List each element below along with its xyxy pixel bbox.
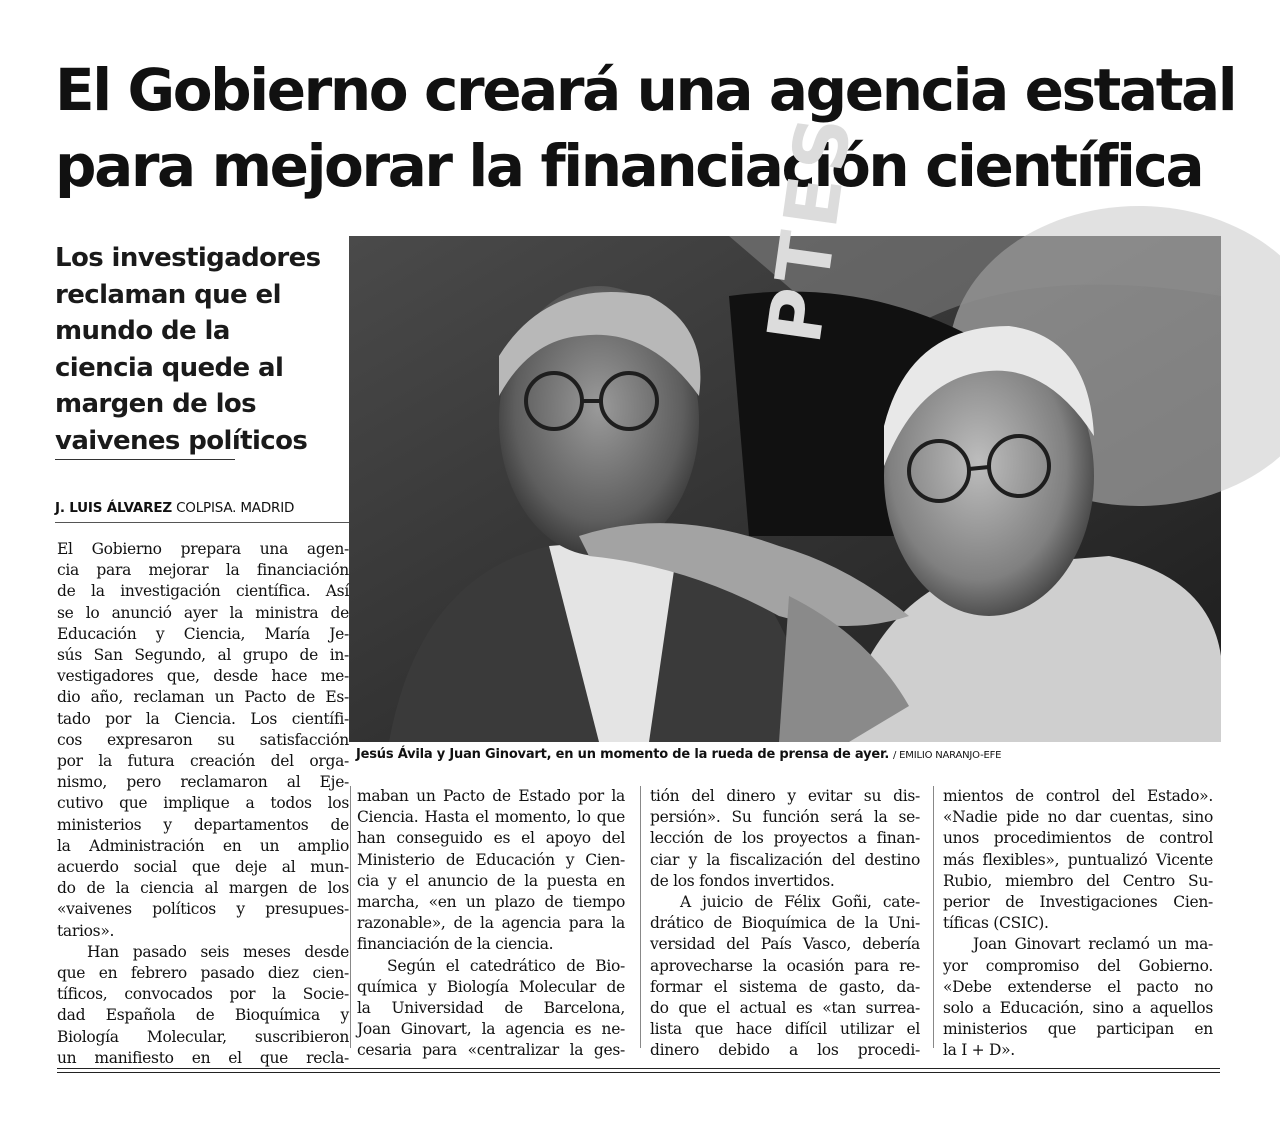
text-line: ministerios que participan en <box>943 1020 1213 1039</box>
article-column-3 <box>650 786 920 1062</box>
byline-author: J. LUIS ÁLVAREZ <box>55 500 172 516</box>
article-column-2 <box>357 786 625 1062</box>
text-line: dinero debido a los procedi- <box>650 1041 920 1060</box>
text-line: persión». Su función será la se- <box>650 808 920 827</box>
text-line: ministerios y departamentos de <box>57 815 349 834</box>
column-divider <box>350 786 351 1048</box>
text-line: por la futura creación del orga- <box>57 752 349 771</box>
text-line: nismo, pero reclamaron al Eje- <box>57 773 349 792</box>
text-line: Joan Ginovart, la agencia es ne- <box>357 1020 625 1039</box>
subheadline <box>55 240 345 459</box>
text-line: cutivo que implique a todos los <box>57 794 349 813</box>
text-line: A juicio de Félix Goñi, cate- <box>680 893 920 912</box>
text-line: vestigadores que, desde hace me- <box>57 667 349 686</box>
article-column-1 <box>57 539 349 1069</box>
text-line: Ciencia. Hasta el momento, lo que <box>357 808 625 827</box>
bottom-rule <box>57 1068 1220 1069</box>
text-line: Ministerio de Educación y Cien- <box>357 850 625 869</box>
text-line: drático de Bioquímica de la Uni- <box>650 914 920 933</box>
headline-line: El Gobierno creará una agencia estatal <box>55 56 1236 124</box>
text-line: razonable», de la agencia para la <box>357 914 625 933</box>
text-line: perior de Investigaciones Cien- <box>943 893 1213 912</box>
text-line: Biología Molecular, suscribieron <box>57 1027 349 1046</box>
byline-divider <box>55 522 352 523</box>
text-line: química y Biología Molecular de <box>357 977 625 996</box>
text-line: de los fondos invertidos. <box>650 871 835 890</box>
text-line: la Administración en un amplio <box>57 836 349 855</box>
text-line: la Universidad de Barcelona, <box>357 999 625 1018</box>
text-line: que en febrero pasado diez cien- <box>57 964 349 983</box>
text-line: do que el actual es «tan surrea- <box>650 999 920 1018</box>
text-line: yor compromiso del Gobierno. <box>943 956 1213 975</box>
background-banner-letters: PTES <box>751 106 870 349</box>
text-line: Han pasado seis meses desde <box>87 942 349 961</box>
text-line: cos expresaron su satisfacción <box>57 730 349 749</box>
text-line: marcha, «en un plazo de tiempo <box>357 893 625 912</box>
text-line: financiación de la ciencia. <box>357 935 554 954</box>
text-line: «vaivenes políticos y presupues- <box>57 900 349 919</box>
text-line: cesaria para «centralizar la ges- <box>357 1041 625 1060</box>
text-line: la I + D». <box>943 1041 1015 1060</box>
caption-text: Jesús Ávila y Juan Ginovart, en un momento de la rueda de prensa de ayer. <box>356 747 890 762</box>
text-line: dio año, reclaman un Pacto de Es- <box>57 688 349 707</box>
text-line: acuerdo social que deje al mun- <box>57 858 349 877</box>
text-line: versidad del País Vasco, debería <box>650 935 920 954</box>
text-line: tíficos, convocados por la Socie- <box>57 985 349 1004</box>
subheadline-divider <box>55 459 235 460</box>
headline-line: para mejorar la financiación científica <box>55 132 1203 200</box>
text-line: Según el catedrático de Bio- <box>387 956 625 975</box>
bottom-rule <box>57 1072 1220 1073</box>
text-line: ciar y la fiscalización del destino <box>650 850 920 869</box>
text-line: Rubio, miembro del Centro Su- <box>943 871 1213 890</box>
text-line: más flexibles», puntualizó Vicente <box>943 850 1213 869</box>
subheadline-line: Los investigadores <box>55 243 321 273</box>
byline <box>55 500 294 516</box>
text-line: se lo anunció ayer la ministra de <box>57 603 349 622</box>
text-line: tión del dinero y evitar su dis- <box>650 787 920 805</box>
byline-agency: COLPISA. MADRID <box>176 500 295 516</box>
text-line: do de la ciencia al margen de los <box>57 879 349 898</box>
text-line: de la investigación científica. Así <box>57 582 349 601</box>
photo-credit: / EMILIO NARANJO-EFE <box>893 750 1002 761</box>
subheadline-line: mundo de la <box>55 316 230 346</box>
text-line: cia y el anuncio de la puesta en <box>357 871 625 890</box>
headline <box>55 52 1245 204</box>
text-line: cia para mejorar la financiación <box>57 561 349 580</box>
text-line: El Gobierno prepara una agen- <box>57 540 349 558</box>
subheadline-line: ciencia quede al <box>55 352 284 383</box>
text-line: formar el sistema de gasto, da- <box>650 977 920 996</box>
text-line: lección de los proyectos a finan- <box>650 829 920 848</box>
column-divider <box>640 786 641 1048</box>
text-line: maban un Pacto de Estado por la <box>357 787 625 805</box>
article-column-4 <box>943 786 1213 1062</box>
text-line: tado por la Ciencia. Los científi- <box>57 709 349 728</box>
photo-caption <box>356 747 1001 762</box>
text-line: «Nadie pide no dar cuentas, sino <box>943 808 1213 827</box>
text-line: lista que hace difícil utilizar el <box>650 1020 920 1039</box>
subheadline-line: margen de los <box>55 389 257 419</box>
text-line: solo a Educación, sino a aquellos <box>943 999 1213 1018</box>
text-line: tíficas (CSIC). <box>943 914 1049 933</box>
text-line: mientos de control del Estado». <box>943 787 1213 805</box>
subheadline-line: vaivenes políticos <box>55 425 308 456</box>
text-line: «Debe extenderse el pacto no <box>943 977 1213 996</box>
text-line: tarios». <box>57 921 115 940</box>
text-line: Educación y Ciencia, María Je- <box>57 624 349 643</box>
text-line: Joan Ginovart reclamó un ma- <box>973 935 1213 954</box>
column-divider <box>933 786 934 1048</box>
text-line: aprovecharse la ocasión para re- <box>650 956 920 975</box>
text-line: sús San Segundo, al grupo de in- <box>57 646 349 665</box>
subheadline-line: reclaman que el <box>55 279 281 310</box>
text-line: han conseguido es el apoyo del <box>357 829 625 848</box>
text-line: dad Española de Bioquímica y <box>57 1006 349 1025</box>
text-line: un manifiesto en el que recla- <box>57 1048 349 1067</box>
text-line: unos procedimientos de control <box>943 829 1213 848</box>
